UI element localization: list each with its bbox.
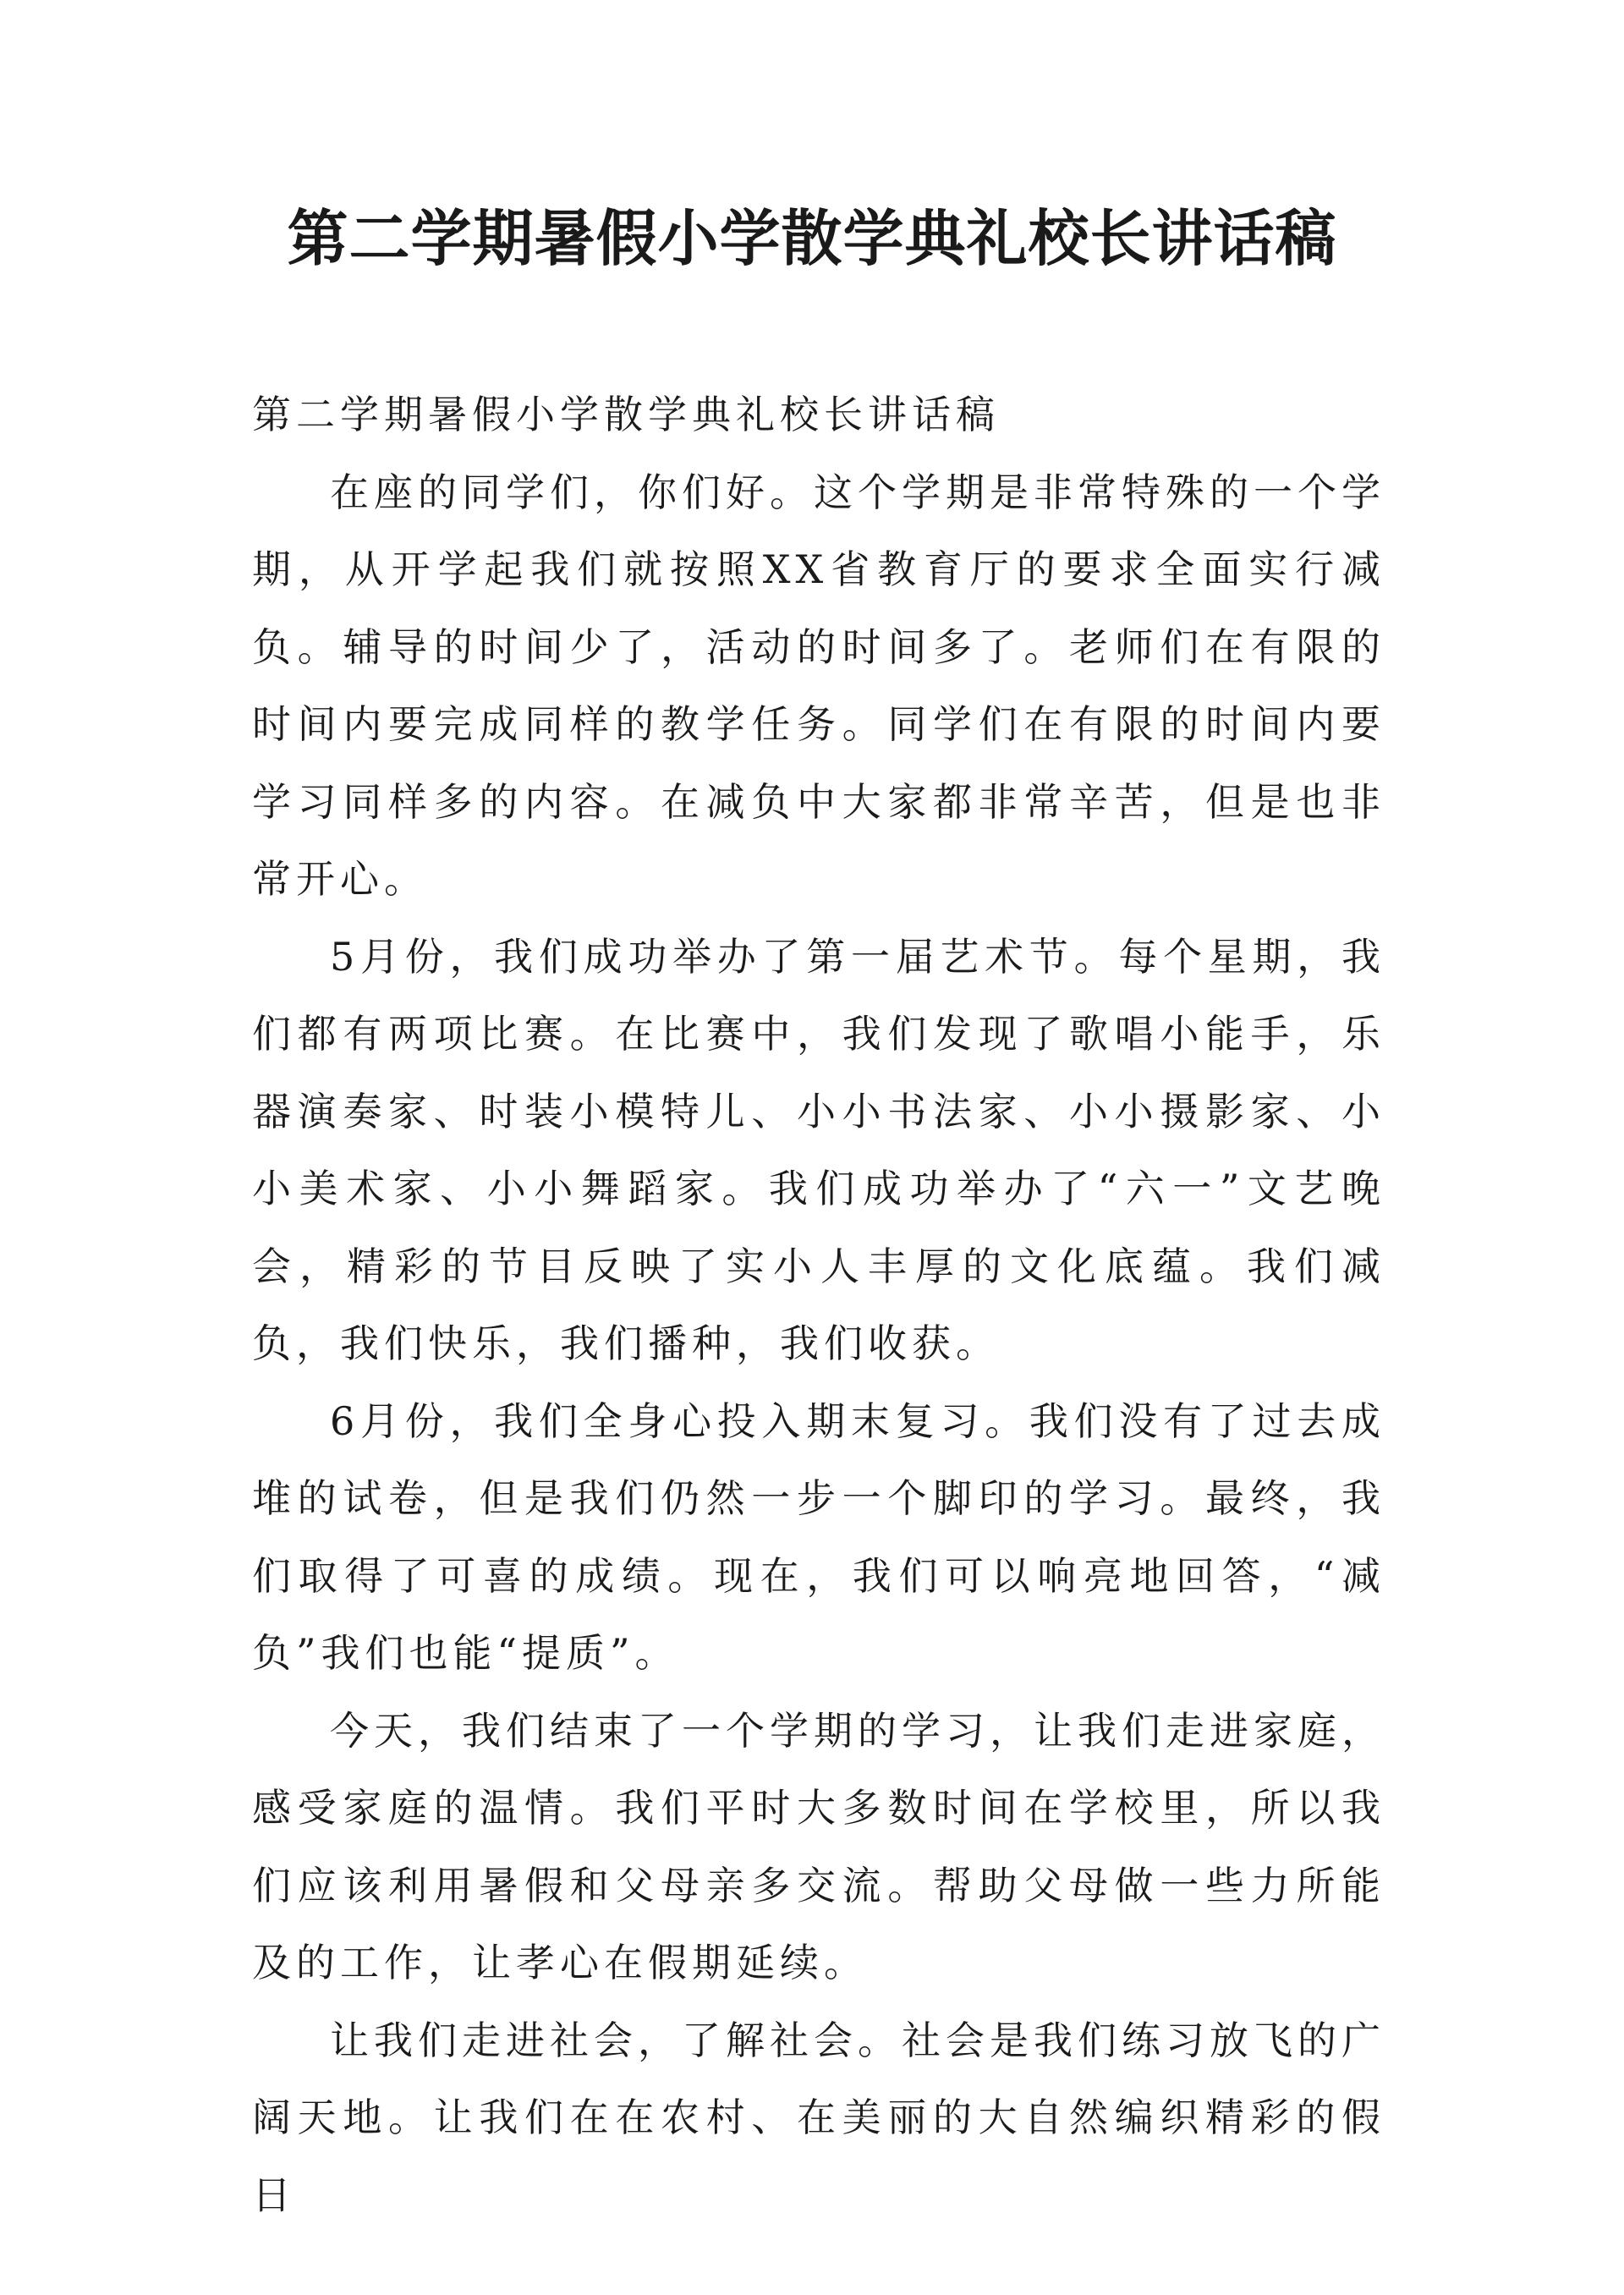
paragraph-greeting: 在座的同学们，你们好。这个学期是非常特殊的一个学期，从开学起我们就按照XX省教育厅的要求全面实行减负。辅导的时间少了，活动的时间多了。老师们在有限的时间内要完成同样的教学任务。同学们在有限的时间内要学习同样多的内容。在减负中大家都非常辛苦，但是也非常开心。 [252,469,1385,902]
paragraph-june: 6月份，我们全身心投入期末复习。我们没有了过去成堆的试卷，但是我们仍然一步一个脚印的学习。最终，我们取得了可喜的成绩。现在，我们可以响亮地回答，“减负”我们也能“提质”。 [252,1397,1385,1676]
paragraph-society: 让我们走进社会，了解社会。社会是我们练习放飞的广阔天地。让我们在在农村、在美丽的大自然编织精彩的假日 [252,2017,1385,2218]
document-title: 第二学期暑假小学散学典礼校长讲话稿 [287,203,1337,274]
paragraph-family: 今天，我们结束了一个学期的学习，让我们走进家庭，感受家庭的温情。我们平时大多数时间在学校里，所以我们应该利用暑假和父母亲多交流。帮助父母做一些力所能及的工作，让孝心在假期延续。 [252,1707,1385,1985]
document-body [252,376,1385,2234]
body-heading-line: 第二学期暑假小学散学典礼校长讲话稿 [252,392,1000,437]
paragraph-may: 5月份，我们成功举办了第一届艺术节。每个星期，我们都有两项比赛。在比赛中，我们发现了歌唱小能手，乐器演奏家、时装小模特儿、小小书法家、小小摄影家、小小美术家、小小舞蹈家。我们成功举办了“六一”文艺晚会，精彩的节目反映了实小人丰厚的文化底蕴。我们减负，我们快乐，我们播种，我们收获。 [252,933,1385,1366]
